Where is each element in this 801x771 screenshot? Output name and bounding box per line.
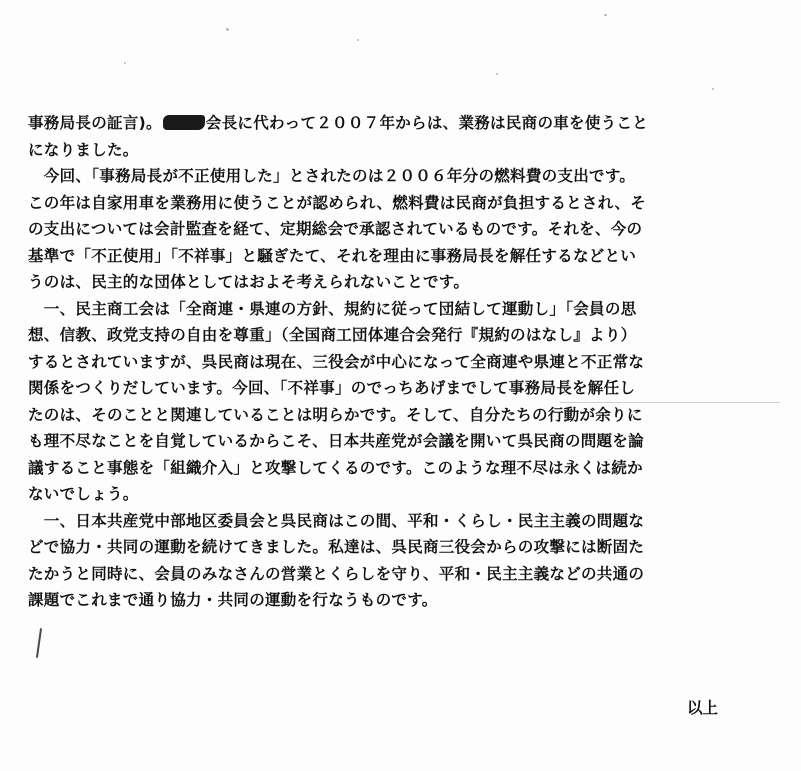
text-line: の支出については会計監査を経て、定期総会で承認されているものです。それを、今の — [28, 220, 643, 238]
scan-speck — [226, 28, 229, 31]
redacted-name — [163, 115, 205, 130]
text-line: も理不尽なことを自覚しているからこそ、日本共産党が会議を開いて呉民商の問題を論 — [28, 432, 644, 450]
text-line: ないでしょう。 — [28, 485, 139, 503]
text-line: 関係をつくりだしています。今回、「不祥事」のでっちあげまでして事務局長を解任し — [28, 379, 636, 397]
pen-mark — [36, 628, 42, 658]
text-line — [28, 110, 778, 137]
text-line: 基準で「不正使用」「不祥事」と騒ぎたて、それを理由に事務局長を解任するなどとい — [28, 246, 637, 265]
closing-mark: 以上 — [687, 699, 719, 717]
scan-speck — [124, 62, 126, 64]
text-line: 議すること事態を「組織介入」と攻撃してくるのです。このような理不尽は永くは続か — [28, 458, 643, 477]
text-line: 想、信教、政党支持の自由を尊重」（全国商工団体連合会発行『規約のはなし』より） — [28, 326, 637, 344]
text-segment: 会長に代わって２００７年からは、業務は民商の車を使うこと — [205, 114, 649, 132]
text-line: 課題でこれまで通り協力・共同の運動を行なうものです。 — [28, 591, 438, 609]
text-line: この年は自家用車を業務用に使うことが認められ、燃料費は民商が負担するとされ、そ — [28, 193, 647, 212]
scan-speck — [604, 14, 607, 16]
text-line: 今回、「事務局長が不正使用した」とされたのは２００６年分の燃料費の支出です。 — [28, 167, 636, 185]
scan-speck — [496, 73, 498, 75]
letter-body — [28, 110, 778, 614]
text-line: うのは、民主的な団体としてはおよそ考えられないことです。 — [28, 273, 470, 291]
text-segment: 事務局長の証言)。 — [28, 114, 162, 132]
text-line: たかうと同時に、会員のみなさんの営業とくらしを守り、平和・民主主義などの共通の — [28, 564, 645, 583]
text-line: 一、民主商工会は「全商連・県連の方針、規約に従って団結して運動し」「会員の思 — [28, 299, 637, 318]
text-line: するとされていますが、呉民商は現在、三役会が中心になって全商連や県連と不正常な — [28, 352, 645, 371]
text-line: たのは、そのことと関連していることは明らかです。そして、自分たちの行動が余りに — [28, 405, 643, 424]
scan-speck — [712, 88, 714, 90]
text-line: どで協力・共同の運動を続けてきました。私達は、呉民商三役会からの攻撃には断固た — [28, 538, 645, 556]
scan-speck — [357, 39, 359, 41]
text-line: 一、日本共産党中部地区委員会と呉民商はこの間、平和・くらし・民主主義の問題な — [28, 511, 645, 530]
text-line: になりました。 — [28, 140, 139, 159]
